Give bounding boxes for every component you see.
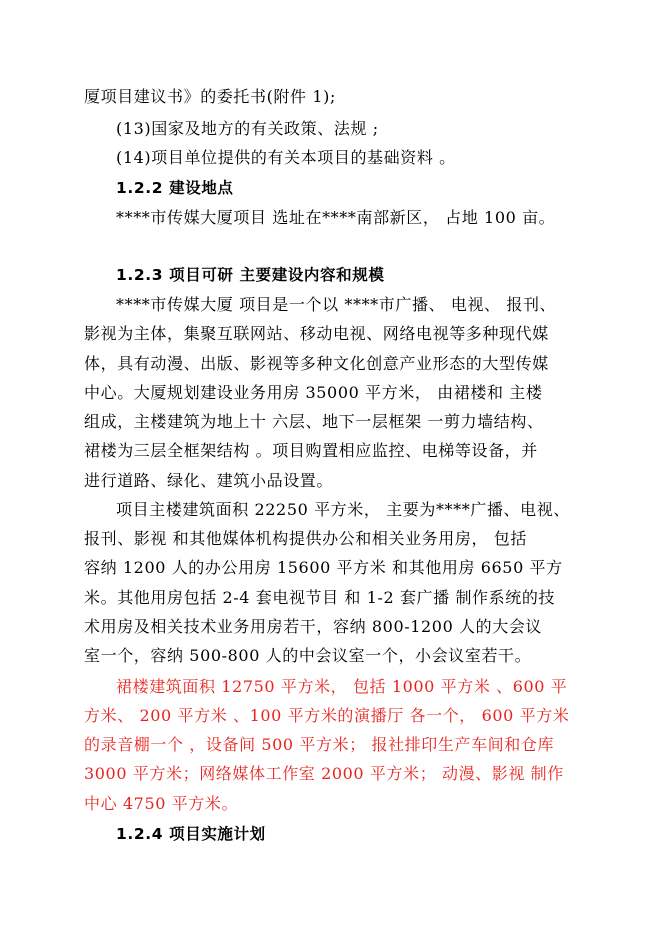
paragraph-line: 室一个，容纳 500-800 人的中会议室一个，小会议室若干。: [84, 646, 532, 665]
paragraph-line: 报刊、影视 和其他媒体机构提供办公和相关业务用房， 包括: [84, 529, 527, 548]
paragraph-line: 体，具有动漫、出版、影视等多种文化创意产业形态的大型传媒: [84, 354, 549, 373]
highlighted-paragraph-line: 裙楼建筑面积 12750 平方米， 包括 1000 平方米 、600 平: [116, 677, 568, 696]
paragraph-line: 容纳 1200 人的办公用房 15600 平方米 和其他用房 6650 平方: [84, 558, 563, 577]
section-heading: 1.2.3 项目可研 主要建设内容和规模: [116, 266, 385, 284]
paragraph-line: ****市传媒大厦 项目是一个以 ****市广播、 电视、 报刊、: [116, 295, 557, 314]
paragraph-line: 项目主楼建筑面积 22250 平方米， 主要为****广播、电视、: [116, 500, 570, 519]
paragraph-line: 中心。大厦规划建设业务用房 35000 平方米， 由裙楼和 主楼: [84, 383, 543, 402]
highlighted-paragraph-line: 3000 平方米；网络媒体工作室 2000 平方米； 动漫、影视 制作: [84, 764, 564, 783]
paragraph-line: 术用房及相关技术业务用房若干，容纳 800-1200 人的大会议: [84, 617, 543, 636]
highlighted-paragraph-line: 中心 4750 平方米。: [84, 794, 239, 813]
paragraph-line: 组成，主楼建筑为地上十 六层、地下一层框架 一剪力墙结构、: [84, 412, 544, 431]
list-item: (14)项目单位提供的有关本项目的基础资料 。: [116, 148, 456, 167]
text-line: 厦项目建议书》的委托书(附件 1);: [84, 87, 336, 106]
section-heading: 1.2.2 建设地点: [116, 179, 234, 197]
list-item: (13)国家及地方的有关政策、法规 ;: [116, 119, 379, 138]
paragraph-line: 进行道路、绿化、建筑小品设置。: [84, 471, 334, 490]
paragraph-line: ****市传媒大厦项目 选址在****南部新区， 占地 100 亩。: [116, 208, 556, 227]
section-heading: 1.2.4 项目实施计划: [116, 825, 266, 843]
highlighted-paragraph-line: 的录音棚一个 ，设备间 500 平方米； 报社排印生产车间和仓库: [84, 735, 555, 754]
paragraph-line: 裙楼为三层全框架结构 。项目购置相应监控、电梯等设备，并: [84, 441, 538, 460]
paragraph-line: 影视为主体，集聚互联网站、移动电视、网络电视等多种现代媒: [84, 324, 549, 343]
paragraph-line: 米。其他用房包括 2-4 套电视节目 和 1-2 套广播 制作系统的技: [84, 588, 556, 607]
highlighted-paragraph-line: 方米、 200 平方米 、100 平方米的演播厅 各一个， 600 平方米: [84, 706, 570, 725]
